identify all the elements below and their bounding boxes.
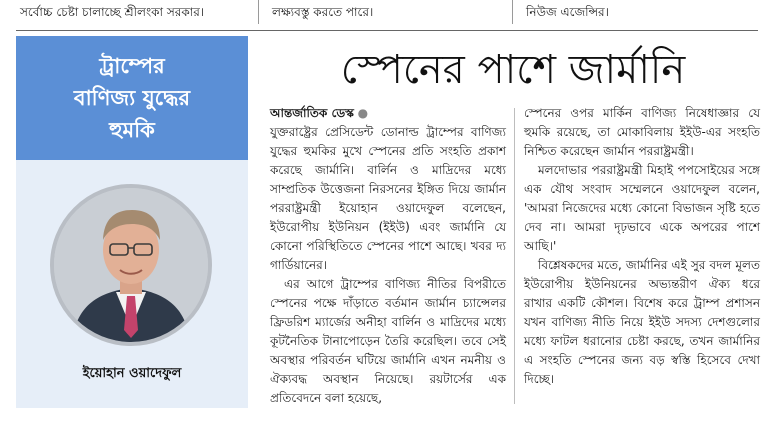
article-column-right (524, 104, 760, 389)
article-column-left (270, 104, 506, 408)
previous-article-col3-tail: নিউজ এজেন্সির। (526, 5, 609, 19)
previous-article-col1-tail: সর্বোচ্চ চেষ্টা চালাচ্ছে শ্রীলংকা সরকার। (20, 5, 205, 19)
portrait-illustration (54, 188, 208, 342)
sidebar-panel (16, 36, 248, 408)
sidebar-header-line: হুমকি (109, 117, 155, 142)
portrait-photo (50, 184, 212, 346)
article-paragraph: বিশ্লেষকদের মতে, জার্মানির এই সুর বদল মূলত ইউরোপীয় ইউনিয়নের অভ্যন্তরীণ ঐক্য ধরে রাখার একটি কৌশল। বিশেষ করে ট্রাম্প প্রশাসন যখন বাণিজ্য নীতি নিয়ে ইইউ সদস্য দেশগুলোর মধ্যে ফাটল ধরানোর চেষ্টা করছে, তখন জার্মানির এ সংহতি স্পেনের জন্য বড় স্বস্তি হিসেবে দেখা দিচ্ছে। (524, 258, 760, 386)
bullet-dot-icon: ● (357, 106, 369, 120)
photo-caption: ইয়োহান ওয়াদেফুল (82, 366, 182, 381)
previous-article-strip (0, 0, 774, 26)
article-paragraph: স্পেনের ওপর মার্কিন বাণিজ্য নিষেধাজ্ঞার যে হুমকি রয়েছে, তা মোকাবিলায় ইইউ-এর সংহতি নিশ্চিত করেছেন জার্মান পররাষ্ট্রমন্ত্রী। (524, 106, 760, 158)
dateline-row (270, 104, 506, 123)
sidebar-header-line: ট্রাম্পের (99, 53, 165, 78)
column-divider (514, 108, 515, 404)
article-paragraph: মলদোভার পররাষ্ট্রমন্ত্রী মিহাই পপসোইয়ের সঙ্গে এক যৌথ সংবাদ সম্মেলনে ওয়াদেফুল বলেন, 'আমরা নিজেদের মধ্যে কোনো বিভাজন সৃষ্টি হতে দেব না। আমরা দৃঢ়ভাবে একে অপরের পাশে আছি।' (524, 163, 760, 253)
column-divider (258, 0, 259, 24)
article-paragraph: এর আগে ট্রাম্পের বাণিজ্য নীতির বিপরীতে স্পেনের পক্ষে দাঁড়াতে বর্তমান জার্মান চ্যান্সেলর ফ্রিডরিশ ম্যার্জের অনীহা বার্লিন ও মাদ্রিদের মধ্যে কূটনৈতিক টানাপোড়েন তৈরি করেছিল। তবে সেই অবস্থার পরিবর্তন ঘটিয়ে জার্মানি এখন নমনীয় ও ঐক্যবদ্ধ অবস্থান নিয়েছে। রয়টার্সের এক প্রতিবেদনে বলা হয়েছে, (270, 277, 506, 405)
column-divider (512, 0, 513, 24)
dateline: আন্তর্জাতিক ডেস্ক (270, 106, 354, 120)
sidebar-header-line: বাণিজ্য যুদ্ধের (73, 85, 191, 110)
sidebar-header (16, 36, 248, 160)
article-paragraph: যুক্তরাষ্ট্রের প্রেসিডেন্ট ডোনাল্ড ট্রাম্পের বাণিজ্য যুদ্ধের হুমকির মুখে স্পেনের প্রতি সংহতি প্রকাশ করেছে জার্মানি। বার্লিন ও মাদ্রিদের মধ্যে সাম্প্রতিক উত্তেজনা নিরসনের ইঙ্গিত দিয়ে জার্মান পররাষ্ট্রমন্ত্রী ইয়োহান ওয়াদেফুল বলেছেন, ইউরোপীয় ইউনিয়ন (ইইউ) এবং জার্মানি যে কোনো পরিস্থিতিতে স্পেনের পাশে আছে। খবর দ্য গার্ডিয়ানের। (270, 125, 506, 272)
section-rule (16, 30, 758, 31)
previous-article-col2-tail: লক্ষ্যবস্তু করতে পারে। (272, 5, 374, 19)
article-headline: স্পেনের পাশে জার্মানি (340, 47, 686, 93)
